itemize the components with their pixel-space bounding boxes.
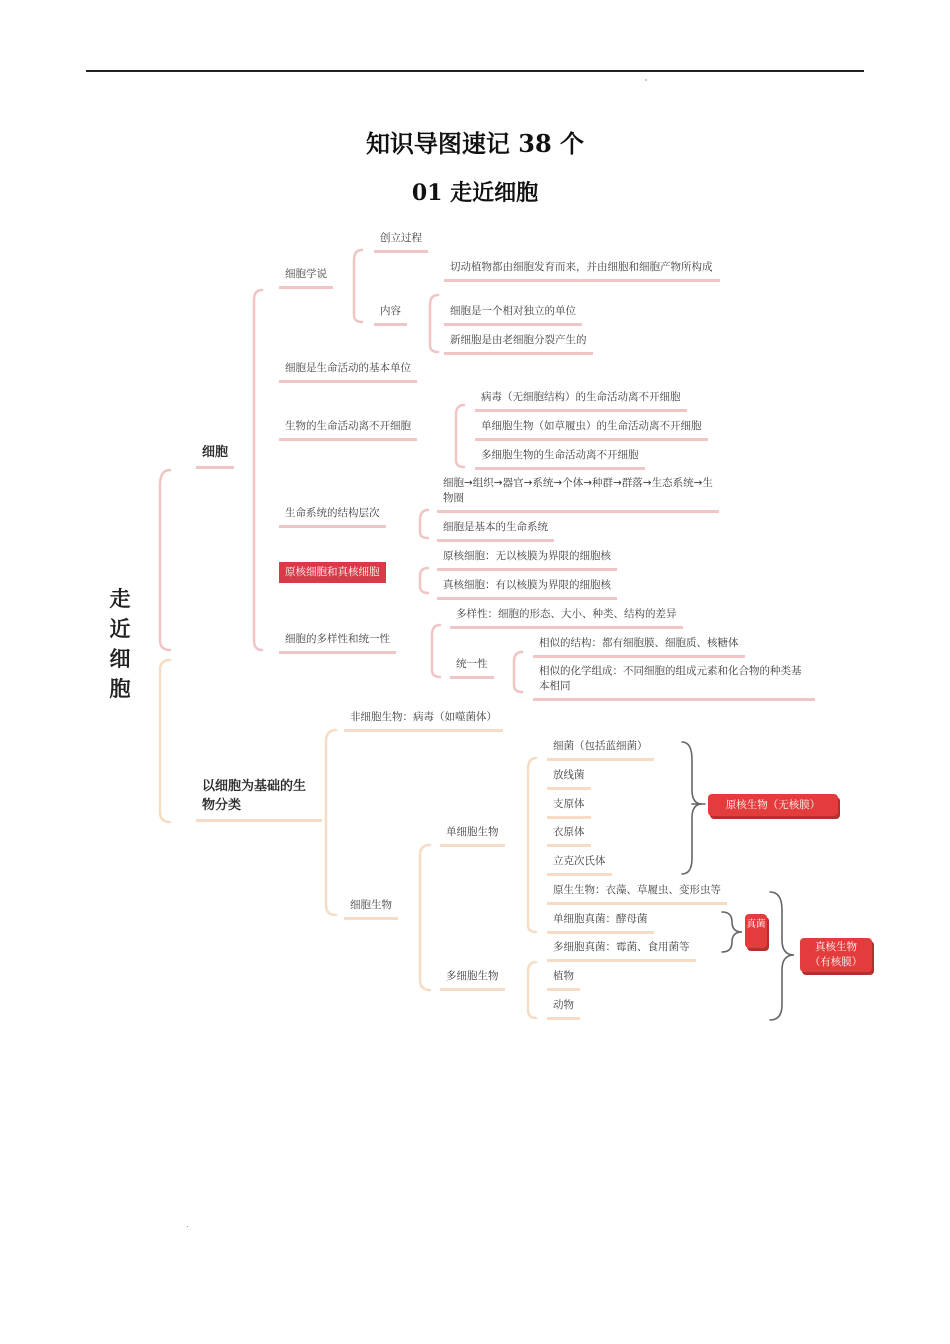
multicellular-brace [528, 962, 536, 1018]
unicellular-item-mycoplasma: 支原体 [547, 797, 591, 819]
life-activity-item-2: 单细胞生物（如草履虫）的生命活动离不开细胞 [475, 419, 708, 441]
unicellular-item-protist: 原生生物：衣藻、草履虫、变形虫等 [547, 883, 727, 905]
multicellular-item-animals: 动物 [547, 998, 580, 1020]
root-brace-top [160, 470, 170, 650]
pro-eu-item-1: 原核细胞：无以核膜为界限的细胞核 [437, 549, 617, 571]
branch-classification: 以细胞为基础的生物分类 [196, 777, 322, 822]
unicellular-item-actinomycete: 放线菌 [547, 768, 591, 790]
tag-eukaryote [800, 938, 872, 972]
pro-eu-brace [420, 568, 428, 593]
node-diversity-unity: 细胞的多样性和统一性 [279, 632, 396, 654]
cellular-brace [420, 845, 430, 990]
unity-brace [514, 652, 522, 692]
multicellular-item-fungi: 多细胞真菌：霉菌、食用菌等 [547, 940, 696, 962]
node-creation-process: 创立过程 [374, 231, 428, 253]
cell-branch-brace [254, 290, 262, 650]
multicellular-item-plants: 植物 [547, 969, 580, 991]
node-variety: 多样性：细胞的形态、大小、种类、结构的差异 [450, 607, 683, 629]
tag-fungi: 真菌 [745, 914, 767, 948]
diversity-brace [432, 625, 440, 677]
footer-mark: . [186, 1220, 189, 1229]
unicellular-item-chlamydia: 衣原体 [547, 825, 591, 847]
cell-theory-brace [354, 250, 362, 322]
content-item-2: 细胞是一个相对独立的单位 [444, 304, 582, 326]
branch-cell: 细胞 [196, 443, 234, 469]
unity-item-2: 相似的化学组成：不同细胞的组成元素和化合物的种类基本相同 [533, 664, 815, 701]
node-noncell-organism: 非细胞生物：病毒（如噬菌体） [344, 710, 503, 732]
levels-brace [420, 510, 428, 538]
mindmap-root: 走近细胞 [109, 587, 131, 701]
levels-item-2: 细胞是基本的生命系统 [437, 520, 554, 542]
tag-prokaryote: 原核生物（无核膜） [708, 794, 838, 816]
fungi-brace [722, 912, 742, 952]
node-unity: 统一性 [450, 657, 494, 679]
node-cell-theory: 细胞学说 [279, 267, 333, 289]
node-unicellular: 单细胞生物 [440, 825, 505, 847]
life-activity-brace [456, 405, 464, 467]
unity-item-1: 相似的结构：都有细胞膜、细胞质、核糖体 [533, 636, 745, 658]
node-structure-levels: 生命系统的结构层次 [279, 506, 386, 528]
pro-eu-item-2: 真核细胞：有以核膜为界限的细胞核 [437, 578, 617, 600]
eukaryote-brace [770, 892, 794, 1020]
unicellular-item-rickettsia: 立克次氏体 [547, 854, 612, 876]
prokaryote-brace [682, 742, 702, 874]
content-item-1: 切动植物都由细胞发育而来，并由细胞和细胞产物所构成 [444, 260, 720, 282]
tag-eukaryote-line2: （有核膜） [809, 956, 863, 968]
page-subtitle: 01 走近细胞 [411, 180, 539, 206]
tag-eukaryote-line1: 真核生物 [815, 941, 857, 953]
node-content: 内容 [374, 304, 407, 326]
node-multicellular: 多细胞生物 [440, 969, 505, 991]
unicellular-brace [528, 758, 536, 932]
life-activity-item-3: 多细胞生物的生命活动离不开细胞 [475, 448, 645, 470]
content-item-3: 新细胞是由老细胞分裂产生的 [444, 333, 593, 355]
life-activity-item-1: 病毒（无细胞结构）的生命活动离不开细胞 [475, 390, 687, 412]
node-pro-eu-cells: 原核细胞和真核细胞 [279, 562, 386, 583]
content-brace [430, 295, 438, 352]
unicellular-item-yeast: 单细胞真菌：酵母菌 [547, 912, 654, 934]
levels-item-1: 细胞→组织→器官→系统→个体→种群→群落→生态系统→生物圈 [437, 476, 719, 513]
unicellular-item-bacteria: 细菌（包括蓝细菌） [547, 739, 654, 761]
node-basic-unit: 细胞是生命活动的基本单位 [279, 361, 417, 383]
page-title: 知识导图速记 38 个 [365, 129, 585, 158]
header-tick: ' [645, 78, 648, 87]
root-brace-bottom [160, 660, 170, 822]
node-life-activity: 生物的生命活动离不开细胞 [279, 419, 417, 441]
node-cellular-organism: 细胞生物 [344, 898, 398, 920]
class-brace [326, 730, 336, 915]
